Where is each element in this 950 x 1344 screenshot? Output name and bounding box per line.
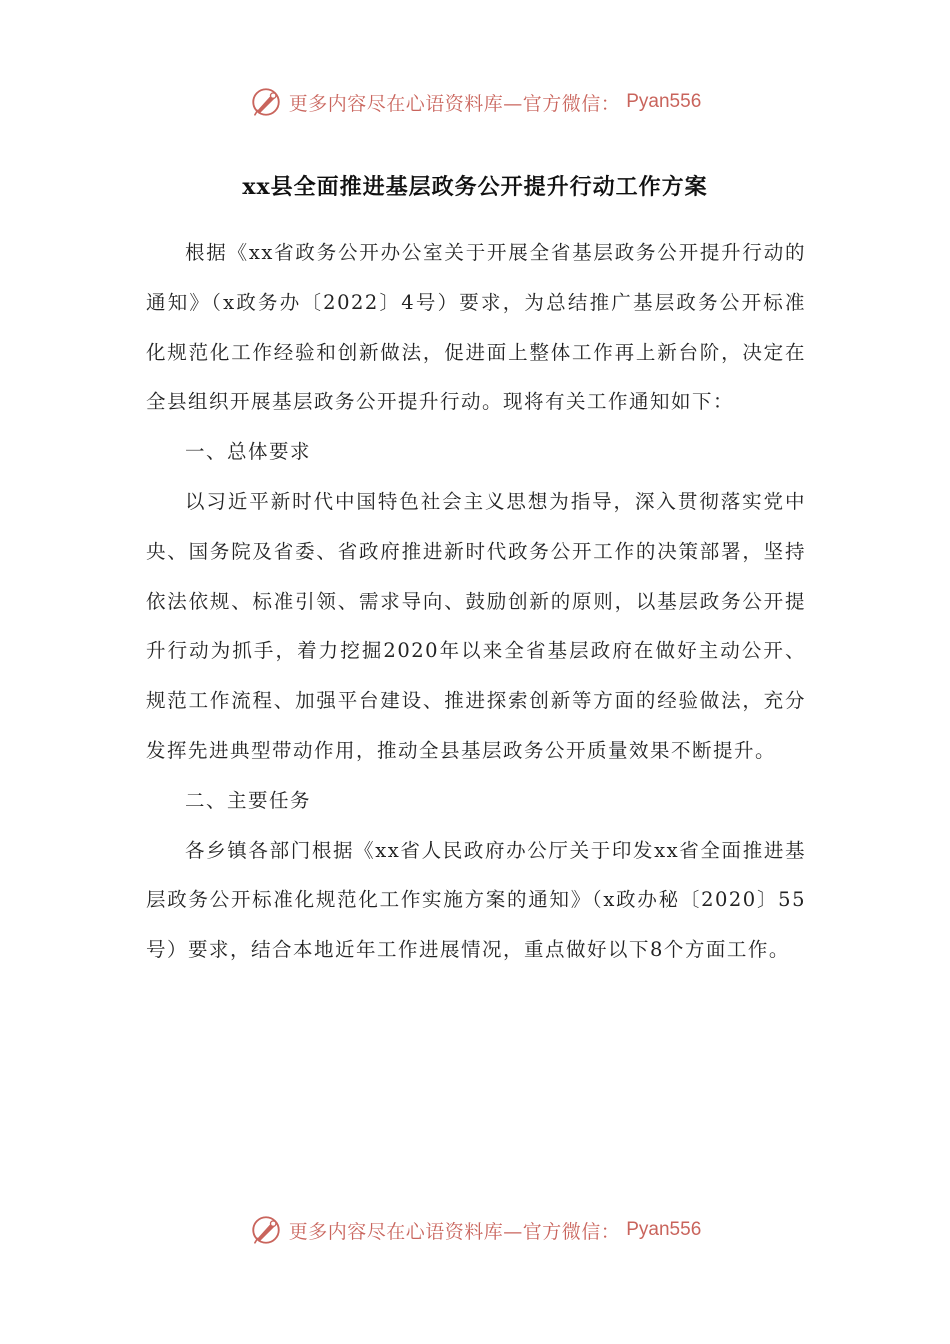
section-heading-1: 一、总体要求	[185, 440, 312, 464]
document-body	[146, 228, 806, 975]
pen-nib-logo-icon	[249, 85, 283, 119]
header-watermark	[0, 82, 950, 122]
watermark-text: 更多内容尽在心语资料库—官方微信：	[288, 92, 621, 115]
section-paragraph-2: 各乡镇各部门根据《xx省人民政府办公厅关于印发xx省全面推进基层政务公开标准化规范化工作实施方案的通知》（x政办秘〔2020〕55号）要求，结合本地近年工作进展情况，重点做好以下8个方面工作。	[146, 838, 806, 962]
section-paragraph-1: 以习近平新时代中国特色社会主义思想为指导，深入贯彻落实党中央、国务院及省委、省政府推进新时代政务公开工作的决策部署，坚持依法依规、标准引领、需求导向、鼓励创新的原则，以基层政务公开提升行动为抓手，着力挖掘2020年以来全省基层政府在做好主动公开、规范工作流程、加强平台建设、推进探索创新等方面的经验做法，充分发挥先进典型带动作用，推动全县基层政务公开质量效果不断提升。	[146, 489, 806, 762]
pen-nib-logo-icon	[249, 1213, 283, 1247]
footer-watermark	[0, 1210, 950, 1250]
watermark-wechat-id: Pyan556	[626, 1219, 702, 1240]
intro-paragraph: 根据《xx省政务公开办公室关于开展全省基层政务公开提升行动的通知》（x政务办〔2022〕4号）要求，为总结推广基层政务公开标准化规范化工作经验和创新做法，促进面上整体工作再上新台阶，决定在全县组织开展基层政务公开提升行动。现将有关工作通知如下：	[146, 241, 806, 414]
watermark-text: 更多内容尽在心语资料库—官方微信：	[288, 1220, 621, 1243]
watermark-group	[249, 85, 702, 119]
watermark-group	[249, 1213, 702, 1247]
watermark-wechat-id: Pyan556	[626, 91, 702, 112]
section-heading-2: 二、主要任务	[185, 788, 312, 812]
document-title: xx县全面推进基层政务公开提升行动工作方案	[242, 174, 708, 200]
